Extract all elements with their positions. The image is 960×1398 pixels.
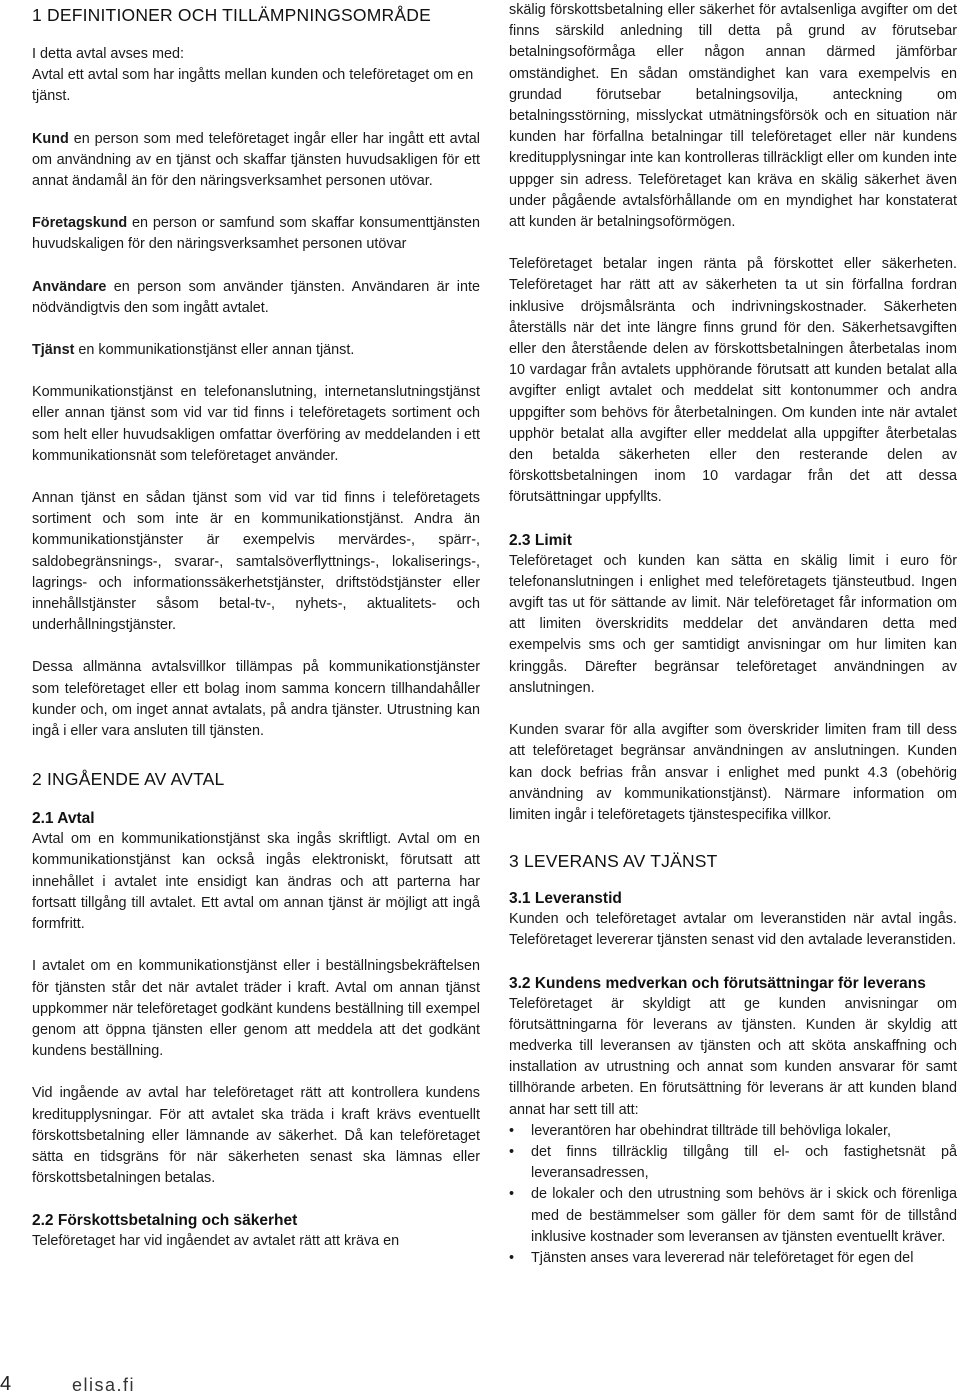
definition-kommunikationstjanst: Kommunikationstjänst en telefonanslutning, internetanslutningstjänst eller annan tjänst som vid var tid finns i teleföretagets sortiment och som helt eller huvudsakligen omfattar överföring av meddelanden i ett kommunikationsnät som teleföretaget använder. — [32, 384, 480, 464]
section-2-2-heading: 2.2 Förskottsbetalning och säkerhet — [32, 1212, 298, 1230]
definition-foretagskund-text: en person or samfund som skaffar konsumenttjänsten huvudskaligen för den näringsverksamhet personen utövar — [32, 215, 480, 253]
intro-line: I detta avtal avses med: — [32, 46, 184, 62]
definition-annan-tjanst: Annan tjänst en sådan tjänst som vid var tid finns i teleföretagets sortiment och som inte är en kommunikationstjänst. Andra än kommunikationstjänster är exempelvis mervärdes-, spärr-, saldobegränsnings-, svarar-, samtalsöverflyttnings-, lokaliserings-, lagrings- och informationssäkerhetstjänster, driftstödstjänster eller innehållstjänster såsom betal-tv-, nyhets-, aktualitets- och underhållningstjänster. — [32, 490, 480, 634]
paragraph-2-2-b: skälig förskottsbetalning eller säkerhet för avtalsenliga avgifter om det finns särskild anledning till detta på grund av förutsebar betalningsoförmåga eller någon annan därmed jämförbar omständighet. En sådan omständighet kan vara exempelvis en grundad förutsebar betalningsovilja, anteckning om betalningsstörning, misslyckat utmätningsförsök och en situation när kunden har förfallna betalningar till teleföretaget eller när kundens kreditupplysningar inte kan kontrolleras tillräckligt eller om kunden inte uppger sin adress. Teleföretaget kan kräva en skälig säkerhet även under pågående avtalsförhållande om en myndighet har konstaterat att kunden är betalningsoförmögen. — [509, 2, 957, 231]
list-item: • leverantören har obehindrat tillträde till behövliga lokaler, — [509, 1121, 957, 1142]
requirements-list — [509, 1121, 957, 1269]
list-item: • det finns tillräcklig tillgång till el- och fastighetsnät på leveransadressen, — [509, 1142, 957, 1184]
definition-tjanst — [32, 340, 480, 361]
paragraph-2-1-a: Avtal om en kommunikationstjänst ska ingås skriftligt. Avtal om en kommunikationstjänst kan också ingås elektroniskt, förutsatt att innehållet i avtalet inte ensidigt kan ändras och att parterna har fortsatt tillgång till avtalet. Ett avtal om annan tjänst är möjligt att ingå formfritt. — [32, 831, 480, 933]
list-item: • Tjänsten anses vara levererad när teleföretaget för egen del — [509, 1248, 957, 1269]
section-2-3-heading: 2.3 Limit — [509, 531, 572, 549]
definition-avtal: Avtal ett avtal som har ingåtts mellan kunden och teleföretaget om en tjänst. — [32, 67, 474, 105]
paragraph-2-1-b: I avtalet om en kommunikationstjänst eller i beställningsbekräftelsen för tjänsten står det när avtalet träder i kraft. Avtal om annan tjänst uppkommer när teleföretaget godkänt kundens beställning till exempel genom att öppna tjänsten eller genom att meddela att det godkänt kundens beställning. — [32, 958, 480, 1060]
term-anvandare: Användare — [32, 278, 107, 295]
left-column — [32, 0, 480, 1253]
term-kund: Kund — [32, 130, 69, 147]
section-3-1-heading: 3.1 Leveranstid — [509, 890, 622, 908]
definition-anvandare-text: en person som använder tjänsten. Användaren är inte nödvändigtvis den som ingått avtalet. — [32, 278, 480, 316]
brand-url: elisa.fi — [72, 1375, 136, 1395]
definition-kund — [32, 129, 480, 193]
definition-kund-text: en person som med teleföretaget ingår eller har ingått ett avtal om användning av en tjänst och skaffar tjänsten huvudsakligen för ett annat ändamål än för den näringsverksamhet personen utövar. — [32, 130, 480, 190]
definition-tjanst-text: en kommunikationstjänst eller annan tjänst. — [74, 342, 355, 359]
section-1-heading: 1 DEFINITIONER OCH TILLÄMPNINGSOMRÅDE — [32, 5, 431, 25]
definition-anvandare — [32, 277, 480, 319]
paragraph-2-3-a: Teleföretaget och kunden kan sätta en skälig limit i euro för telefonanslutningen i enlighet med teleföretagets tjänsteutbud. Ingen avgift tas ut för sättande av limit. När teleföretaget får information om att limiten överskridits meddelar det användaren detta med exempelvis sms och ger samtidigt anvisningar om hur limiten kan kringgås. Därefter begränsar teleföretaget användningen av anslutningen. — [509, 552, 957, 696]
term-foretagskund: Företagskund — [32, 215, 128, 232]
paragraph-2-1-c: Vid ingående av avtal har teleföretaget rätt att kontrollera kundens kreditupplysningar. För att avtalet ska träda i kraft krävs eventuellt förskottsbetalning eller lämnande av säkerhet. Då kan teleföretaget sätta en tidsgräns för när säkerheten senast ska lämnas eller förskottsbetalningen betalas. — [32, 1085, 480, 1187]
section-3-heading: 3 LEVERANS AV TJÄNST — [509, 851, 718, 872]
paragraph-2-2-a: Teleföretaget har vid ingåendet av avtalet rätt att kräva en — [32, 1233, 400, 1250]
section-2-heading: 2 INGÅENDE AV AVTAL — [32, 769, 225, 790]
list-item: • de lokaler och den utrustning som behövs är i skick och förenliga med de bestämmelser som gäller för dem samt för de tillstånd inklusive kostnader som leveransen av tjänsten eventuellt kräver. — [509, 1184, 957, 1248]
section-3-2-heading: 3.2 Kundens medverkan och förutsättningar för leverans — [509, 974, 926, 992]
section-2-1-heading: 2.1 Avtal — [32, 810, 95, 828]
paragraph-3-2: Teleföretaget är skyldigt att ge kunden anvisningar om förutsättningarna för leverans av tjänsten. Kunden är skyldig att medverka till leveransen av tjänsten och att sköta anskaffning och installation av utrustning och annat som kunden ansvarar för samt tillhörande arbeten. En förutsättning för leverans är att kunden bland annat har sett till att: — [509, 995, 957, 1118]
page-footer — [0, 1370, 960, 1398]
paragraph-2-3-b: Kunden svarar för alla avgifter som överskrider limiten fram till dess att teleföretaget begränsar användningen av anslutningen. Kunden kan dock befrias från ansvar i enlighet med punkt 4.3 (obehörig användning av kommunikationstjänst). Närmare information om limiten ingår i teleföretagets tjänstespecifika villkor. — [509, 722, 957, 823]
definition-foretagskund — [32, 213, 480, 255]
right-column — [509, 0, 957, 1269]
paragraph-3-1: Kunden och teleföretaget avtalar om leveranstiden när avtal ingås. Teleföretaget levererar tjänsten senast vid den avtalade leveranstiden. — [509, 911, 957, 949]
page-number: 4 — [0, 1373, 12, 1395]
term-tjanst: Tjänst — [32, 342, 75, 359]
paragraph-2-2-c: Teleföretaget betalar ingen ränta på förskottet eller säkerheten. Teleföretaget har rätt att av säkerheten ta ut sin förfallna fordran inklusive dröjsmålsränta och indrivningskostnader. Säkerheten återställs när det inte längre finns grund för den. Säkerhetsavgiften eller den återstående delen av förskottsbetalningen återbetalas inom 10 vardagar från avtalets upphörande förutsatt att kunden betalat alla avgifter enligt avtalet och meddelat sitt kontonummer och andra uppgifter som behövs för återbetalningen. Om kunden inte när avtalet upphör betalat alla avgifter eller meddelat alla uppgifter återbetalas den betalda säkerheten eller den resterande delen av förskottsbetalningen inom 10 vardagar från det att dessa förutsättningar uppfyllts. — [509, 256, 957, 506]
paragraph-scope: Dessa allmänna avtalsvillkor tillämpas på kommunikationstjänster som teleföretaget eller ett bolag inom samma koncern tillhandahåller kunder och, om inget annat avtalats, på andra tjänster. Utrustning kan ingå i eller vara ansluten till tjänsten. — [32, 659, 480, 740]
